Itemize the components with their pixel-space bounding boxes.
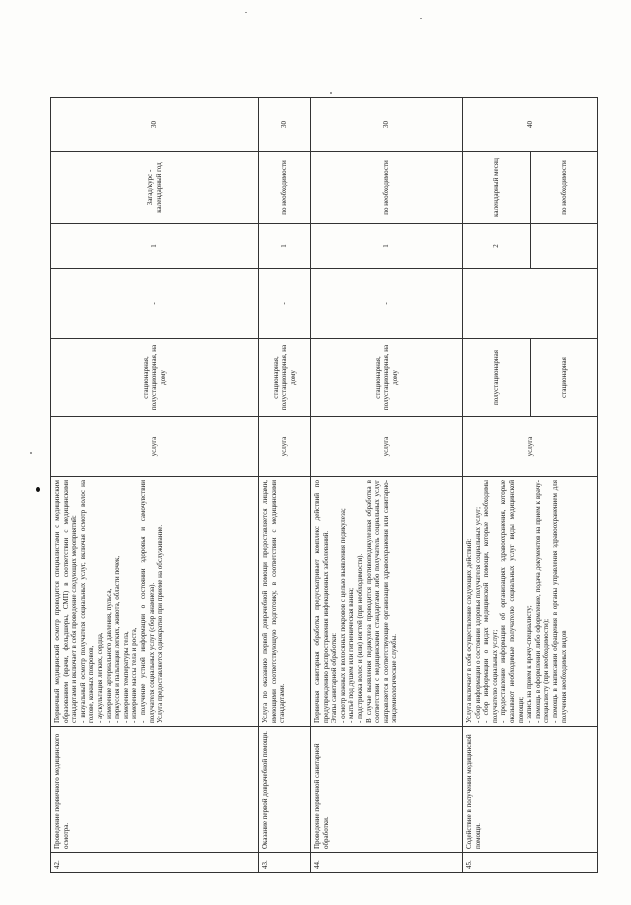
services-table [50, 97, 598, 873]
description-item: - помощь в оформлении либо оформление, подача документов на прием к врачу-специалисту (при необходимости); [533, 480, 551, 723]
description-item: - перкуссия и пальпация легких, живота, области почек, [113, 555, 122, 723]
period-cell: по необходимости [259, 152, 311, 224]
description-item: - сбор информации о видах медицинской помощи, которые необходимы получателю социальных услуг; [482, 480, 499, 723]
description-item: - получение устной информации о состоянии здоровья и самочувствии получателя социальных услуг (сбор анамнеза). [138, 480, 156, 723]
description-intro: Услуга включает в себя осуществление следующих действий: [465, 538, 473, 723]
service-description [463, 477, 598, 727]
form-cell [463, 339, 598, 417]
table-row [259, 98, 311, 873]
description-item: - визуальный осмотр получателя социальных услуг, включая осмотр волос на голове, кожных покровов, [78, 480, 96, 723]
empty-cell: - [51, 269, 259, 339]
empty-cell: - [259, 269, 311, 339]
description-item: Этапы санитарной обработки: [330, 632, 339, 723]
scan-speck [36, 487, 40, 492]
row-number: 45. [463, 853, 598, 873]
period-cell-a: календарный месяц [491, 158, 500, 217]
form-cell: стационарная, полустационарная, на дому [51, 339, 259, 417]
period-cell: по необходимости [311, 152, 463, 224]
row-number: 44. [311, 853, 463, 873]
rotated-table-wrapper [50, 98, 597, 873]
form-cell: стационарная, полустационарная, на дому [311, 339, 463, 417]
quantity-cell: 1 [311, 224, 463, 269]
service-description [311, 477, 463, 727]
description-item: - измерение массы тела и роста, [130, 627, 139, 723]
service-name: Проведение первичного медицинского осмотра. [51, 727, 259, 853]
table-row [51, 98, 259, 873]
service-name: Проведение первичной санитарной обработки. [311, 727, 463, 853]
service-name: Оказание первой доврачебной помощи. [259, 727, 311, 853]
row-number: 42. [51, 853, 259, 873]
description-item: Услуга предоставляется однократно при приеме на обслуживание. [156, 524, 165, 723]
form-cell-b: стационарная [530, 339, 598, 416]
description-item: - запись на прием к врачу-специалисту; [525, 605, 534, 723]
period-cell [463, 152, 598, 224]
description-item: - осмотр кожных и волосяных покровов с целью выявления педикулеза; [338, 508, 347, 723]
description-item: - помощь в написании обращения в органы управления здравоохранением для получения необходимых видов [550, 480, 568, 723]
scan-speck [245, 12, 247, 13]
description-item: - предоставление информации об организациях здравоохранения, которые оказывают необходимые получателю социальных услуг виды медицинской помощи; [499, 480, 525, 723]
unit-cell: услуга [463, 417, 598, 477]
form-cell-a: полустационарная [491, 350, 500, 405]
time-cell: 30 [51, 98, 259, 152]
period-cell-b: по необходимости [530, 152, 598, 223]
quantity-cell-b [530, 224, 598, 268]
unit-cell: услуга [51, 417, 259, 477]
service-description [51, 477, 259, 727]
scan-speck [330, 92, 332, 94]
description-item: В случае выявления педикулеза проводится противопедикулезная обработка в соответствии с медицинскими стандартами либо получатель социальных услуг направляется в соответствующие организации здравоохранения или санитарно-эпидемиологические службы. [364, 480, 399, 723]
service-description [259, 477, 311, 727]
quantity-cell: 1 [51, 224, 259, 269]
description-intro: Услуга по оказанию первой доврачебной помощи предоставляется лицами, имеющими соответствующую подготовку, в соответствии с медицинскими стандартами. [261, 480, 287, 723]
service-name: Содействие в получении медицинской помощи. [463, 727, 598, 853]
unit-cell: услуга [311, 417, 463, 477]
unit-cell: услуга [259, 417, 311, 477]
time-cell: 30 [259, 98, 311, 152]
description-item: - мытьё под душем или гигиеническая ванна; [347, 587, 356, 723]
description-intro: Первичная санитарная обработка предусматривает комплекс действий по предупреждению распространения инфекционных заболеваний. [313, 480, 330, 723]
scan-speck [30, 452, 32, 454]
period-cell: Загад/курс - календарный год [51, 152, 259, 224]
time-cell: 30 [311, 98, 463, 152]
quantity-cell-a: 2 [491, 244, 500, 248]
description-item: - подстрижка волос и (или) ногтей (при необходимости). [355, 553, 364, 723]
table-row [311, 98, 463, 873]
table-row [463, 98, 598, 873]
empty-cell [463, 269, 598, 339]
description-intro: Первичный медицинский осмотр проводится специалистами с медицинским образованием (врачи, фельдшеры, СМП) в соответствии с медицинскими стандартами и включает в себя проведение следующих мероприятий: [53, 480, 79, 723]
row-number: 43. [259, 853, 311, 873]
scan-speck [420, 18, 422, 19]
description-item: - сбор информации о состоянии здоровья получателя социальных услуг; [473, 506, 482, 723]
description-item: - аускультация легких, сердца, [95, 632, 104, 723]
empty-cell: - [311, 269, 463, 339]
form-cell: стационарная, полустационарная, на дому [259, 339, 311, 417]
time-cell: 40 [463, 98, 598, 152]
description-item: - измерение температуры тела, [121, 631, 130, 723]
quantity-cell: 1 [259, 224, 311, 269]
description-item: - измерение артериального давления, пульса, [104, 588, 113, 723]
quantity-cell [463, 224, 598, 269]
